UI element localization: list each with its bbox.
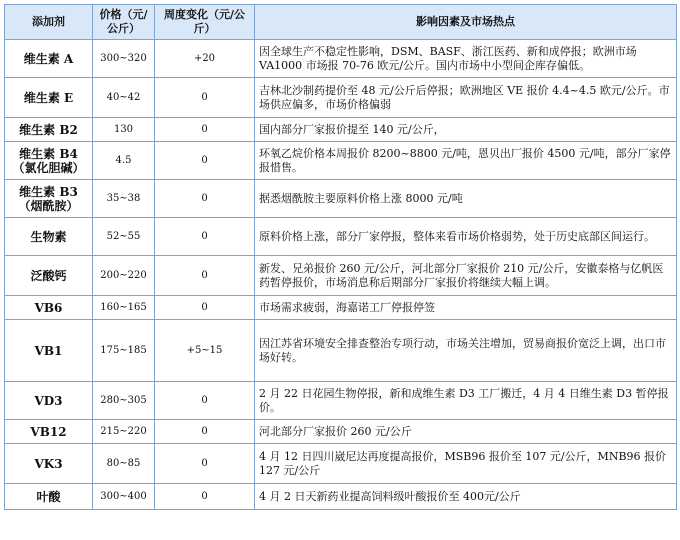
weekly-change-cell: 0 [155, 118, 255, 142]
table-row [5, 180, 677, 218]
table-row [5, 142, 677, 180]
header-price: 价格（元/公斤） [93, 5, 155, 40]
additive-name: VK3 [5, 444, 93, 484]
table-row [5, 256, 677, 296]
table-header-row [5, 5, 677, 40]
market-note-cell: 4 月 12 日四川崴尼达再度提高报价，MSB96 报价至 107 元/公斤，MNB96 报价 127 元/公斤 [255, 444, 677, 484]
vitamin-price-table [4, 4, 677, 510]
additive-name: 维生素 B4（氯化胆碱） [5, 142, 93, 180]
weekly-change-cell: 0 [155, 180, 255, 218]
market-note-cell: 据悉烟酰胺主要原料价格上涨 8000 元/吨 [255, 180, 677, 218]
market-note-cell: 原料价格上涨，部分厂家停报，整体来看市场价格弱势，处于历史底部区间运行。 [255, 218, 677, 256]
weekly-change-cell: 0 [155, 484, 255, 510]
table-row [5, 444, 677, 484]
price-cell: 35~38 [93, 180, 155, 218]
additive-name: 维生素 E [5, 78, 93, 118]
additive-name: 生物素 [5, 218, 93, 256]
market-note-cell: 因全球生产不稳定性影响，DSM、BASF、浙江医药、新和成停报；欧洲市场 VA1000 市场报 70-76 欧元/公斤。国内市场中小型间企库存偏低。 [255, 40, 677, 78]
additive-name: VD3 [5, 382, 93, 420]
weekly-change-cell: 0 [155, 444, 255, 484]
price-cell: 200~220 [93, 256, 155, 296]
weekly-change-cell: 0 [155, 296, 255, 320]
weekly-change-cell: 0 [155, 420, 255, 444]
price-cell: 215~220 [93, 420, 155, 444]
market-note-cell: 因江苏省环境安全排查整治专项行动，市场关注增加，贸易商报价宽泛上调，出口市场好转。 [255, 320, 677, 382]
market-note-cell: 河北部分厂家报价 260 元/公斤 [255, 420, 677, 444]
header-change: 周度变化（元/公斤） [155, 5, 255, 40]
weekly-change-cell: 0 [155, 256, 255, 296]
market-note-cell: 4 月 2 日天新药业提高饲料级叶酸报价至 400元/公斤 [255, 484, 677, 510]
table-row [5, 420, 677, 444]
additive-name: VB6 [5, 296, 93, 320]
additive-name: 叶酸 [5, 484, 93, 510]
table-row [5, 382, 677, 420]
table-row [5, 484, 677, 510]
header-additive: 添加剂 [5, 5, 93, 40]
table-row [5, 296, 677, 320]
price-cell: 52~55 [93, 218, 155, 256]
market-note-cell: 吉林北沙制药提价至 48 元/公斤后停报；欧洲地区 VE 报价 4.4~4.5 欧元/公斤。市场供应偏多，市场价格偏弱 [255, 78, 677, 118]
weekly-change-cell: 0 [155, 142, 255, 180]
weekly-change-cell: 0 [155, 78, 255, 118]
additive-name: 维生素 B2 [5, 118, 93, 142]
market-note-cell: 2 月 22 日花园生物停报，新和成维生素 D3 工厂搬迁，4 月 4 日维生素 D3 暂停报价。 [255, 382, 677, 420]
additive-name: VB12 [5, 420, 93, 444]
table-row [5, 320, 677, 382]
price-cell: 280~305 [93, 382, 155, 420]
price-cell: 80~85 [93, 444, 155, 484]
price-cell: 4.5 [93, 142, 155, 180]
weekly-change-cell: +20 [155, 40, 255, 78]
table-row [5, 78, 677, 118]
market-note-cell: 新发、兄弟报价 260 元/公斤，河北部分厂家报价 210 元/公斤，安徽泰格与亿帆医药暂停报价，市场消息称后期部分厂家报价将继续大幅上调。 [255, 256, 677, 296]
additive-name: 泛酸钙 [5, 256, 93, 296]
weekly-change-cell: 0 [155, 218, 255, 256]
market-note-cell: 国内部分厂家报价提至 140 元/公斤， [255, 118, 677, 142]
table-row [5, 218, 677, 256]
additive-name: 维生素 A [5, 40, 93, 78]
weekly-change-cell: +5~15 [155, 320, 255, 382]
market-note-cell: 环氧乙烷价格本周报价 8200~8800 元/吨，恩贝出厂报价 4500 元/吨，部分厂家停报惜售。 [255, 142, 677, 180]
additive-name: VB1 [5, 320, 93, 382]
price-cell: 300~320 [93, 40, 155, 78]
additive-name: 维生素 B3（烟酰胺） [5, 180, 93, 218]
header-factors: 影响因素及市场热点 [255, 5, 677, 40]
price-cell: 130 [93, 118, 155, 142]
table-row [5, 118, 677, 142]
price-cell: 160~165 [93, 296, 155, 320]
price-cell: 300~400 [93, 484, 155, 510]
weekly-change-cell: 0 [155, 382, 255, 420]
market-note-cell: 市场需求疲弱，海嘉诺工厂停报停签 [255, 296, 677, 320]
price-cell: 40~42 [93, 78, 155, 118]
table-row [5, 40, 677, 78]
price-cell: 175~185 [93, 320, 155, 382]
